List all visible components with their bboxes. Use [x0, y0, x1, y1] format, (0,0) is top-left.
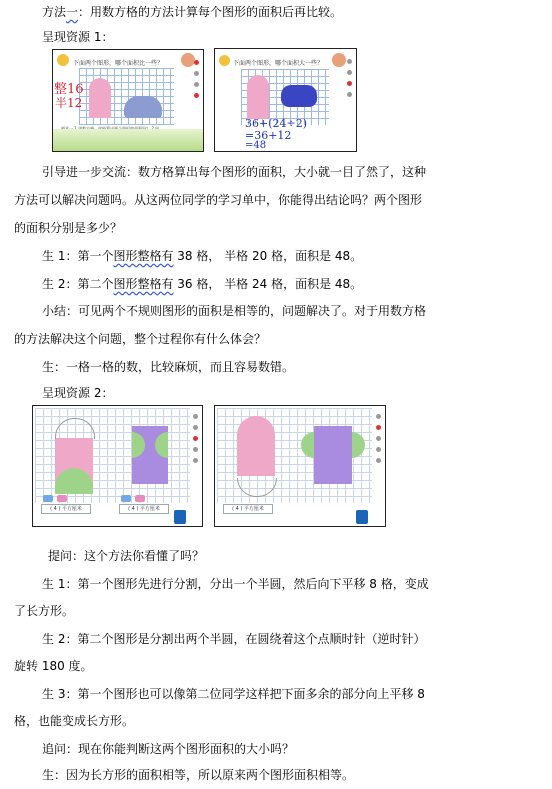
- summary-line1: 小结：可见两个不规则图形的面积是相等的，问题解决了。对于用数方格: [42, 304, 427, 318]
- caption-left: ( 4 ) 平方厘米: [41, 504, 91, 514]
- cartoon-banner: [53, 129, 203, 151]
- number-badge-icon: [219, 55, 230, 66]
- question: 提问：这个方法你看懂了吗？: [48, 549, 205, 563]
- s2-a: 生 2：第二个: [42, 277, 114, 291]
- student-general: 生：一格一格的数，比较麻烦，而且容易数错。: [42, 360, 295, 374]
- s2-u: 图形整格有: [113, 277, 174, 291]
- resource1-left-card: [52, 49, 204, 152]
- handwritten-note-1: 整16: [54, 82, 84, 97]
- tool-icons: [376, 414, 382, 469]
- pink-shape: [247, 75, 269, 119]
- para1-line3: 的面积分别是多少？: [14, 221, 123, 235]
- tool-icons: [193, 414, 199, 469]
- summary-line2: 的方法解决这个问题，整个过程你有什么体会？: [14, 332, 267, 346]
- green-half-left: [301, 432, 314, 458]
- response1-line2: 了长方形。: [14, 604, 75, 618]
- resource2-right-card: [214, 405, 386, 527]
- tool-button[interactable]: [121, 495, 131, 502]
- cartoon-avatar-icon: [181, 53, 195, 67]
- heading-prefix: 方法: [42, 5, 67, 19]
- tool-button[interactable]: [43, 495, 53, 502]
- handwriting-line-2: =36+12: [245, 129, 292, 142]
- s2-b: 36 格， 半格 24 格，面积是 48。: [173, 277, 363, 291]
- resource1-label: 呈现资源 1：: [42, 30, 114, 44]
- green-half-right: [352, 432, 365, 458]
- pink-arch: [237, 416, 275, 476]
- tool-button[interactable]: [57, 495, 67, 502]
- final-answer: 生：因为长方形的面积相等，所以原来两个图形面积相等。: [42, 768, 355, 782]
- device-icon: [356, 510, 368, 524]
- purple-rectangle: [314, 426, 352, 484]
- cartoon-avatar-icon: [332, 53, 346, 67]
- handwriting-line-3: =48: [245, 140, 267, 151]
- caption-single: ( 4 ) 平方厘米: [223, 504, 273, 514]
- s1-b: 38 格， 半格 20 格，面积是 48。: [173, 249, 363, 263]
- tool-icons: [194, 60, 200, 104]
- tool-icons: [347, 59, 353, 103]
- resource1-right-card: [214, 48, 357, 152]
- caption-right: ( 4 ) 平方厘米: [119, 504, 169, 514]
- follow-up-question: 追问：现在你能判断这两个图形面积的大小吗？: [42, 742, 295, 756]
- number-badge-icon: [57, 54, 69, 66]
- left-card-prompt: 下面两个图形，哪个面积比一些？: [73, 60, 164, 67]
- response1-line1: 生 1：第一个图形先进行分割，分出一个半圆，然后向下平移 8 格，变成: [42, 577, 429, 591]
- response3-line2: 格，也能变成长方形。: [14, 714, 135, 728]
- response2-line2: 旋转 180 度。: [14, 659, 93, 673]
- response3-line1: 生 3：第一个图形也可以像第二位同学这样把下面多余的部分向上平移 8: [42, 687, 425, 701]
- pink-shape: [89, 78, 111, 118]
- handwritten-note-2: 半12: [55, 96, 83, 110]
- resource2-left-card: [32, 405, 203, 527]
- r2-right-grid: [217, 408, 372, 503]
- method-heading: [42, 3, 542, 21]
- outline-semicircle: [237, 478, 277, 497]
- s1-a: 生 1：第一个: [42, 249, 114, 263]
- heading-underlined: 一: [66, 5, 79, 19]
- heading-rest: ：用数方格的方法计算每个图形的面积后再比较。: [78, 5, 343, 19]
- left-card-grid: [79, 68, 174, 125]
- blue-shape: [124, 96, 162, 118]
- device-icon: [174, 510, 186, 524]
- tool-button[interactable]: [135, 495, 145, 502]
- s1-u: 图形整格有: [113, 249, 174, 263]
- right-card-prompt: 下面两个图形，哪个面积大一些？: [233, 60, 324, 67]
- resource2-label: 呈现资源 2：: [42, 386, 114, 400]
- outline-semicircle: [55, 418, 95, 439]
- handwriting-line-1: 36+(24÷2): [245, 117, 308, 130]
- para1-line1: 引导进一步交流：数方格算出每个图形的面积，大小就一目了然了，这种: [42, 165, 427, 179]
- blue-striped-shape: [281, 85, 317, 107]
- student1-answer: [42, 247, 542, 265]
- response2-line1: 生 2：第二个图形是分割出两个半圆，在圆绕着这个点顺时针（逆时针）: [42, 632, 426, 646]
- r2-left-grid: [35, 408, 190, 503]
- student2-answer: [42, 275, 542, 293]
- para1-line2: 方法可以解决问题吗。从这两位同学的学习单中，你能得出结论吗？两个图形: [14, 193, 423, 207]
